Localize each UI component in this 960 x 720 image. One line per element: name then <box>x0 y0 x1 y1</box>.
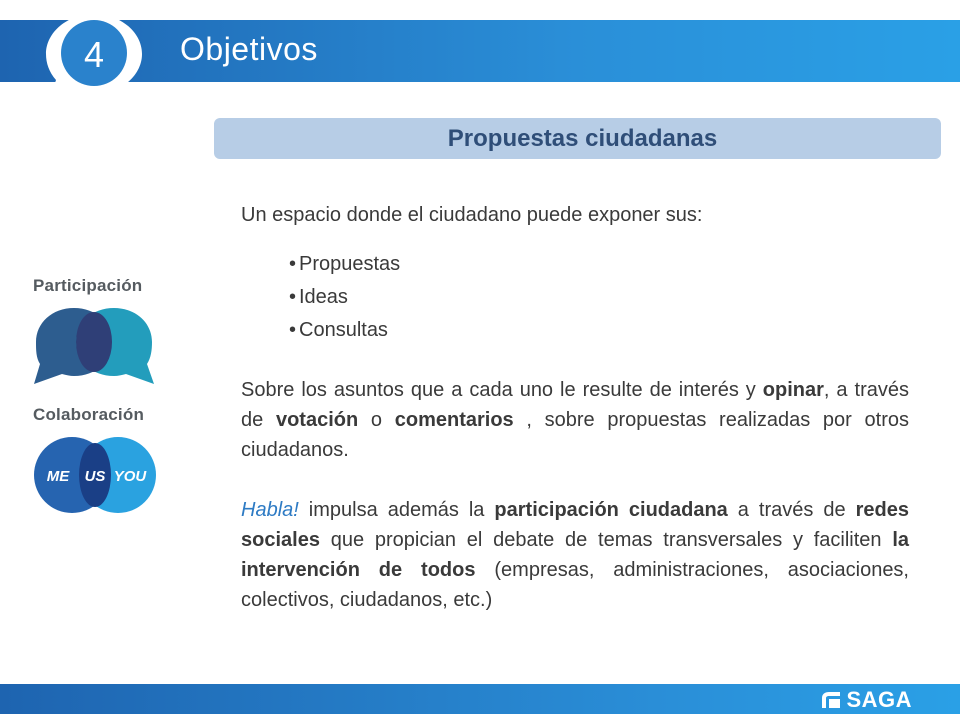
text-run: (empresas, administraciones, asociaciones, colectivos, ciudadanos, etc.) <box>241 559 909 611</box>
text-run: , a través de <box>241 379 909 431</box>
text-run: Sobre los asuntos que a cada uno le resulte de interés y <box>241 379 763 401</box>
venn-diagram-icon <box>30 429 160 515</box>
badge-number: 4 <box>83 34 105 75</box>
bullet-list <box>241 248 909 347</box>
text-run: que propician el debate de temas transversales y faciliten <box>319 529 893 551</box>
list-item: • Propuestas <box>289 248 909 281</box>
section-title: Propuestas ciudadanas <box>447 124 718 152</box>
colaboracion-block <box>30 405 160 520</box>
text-run: a través de <box>727 499 856 521</box>
section-number-badge <box>40 10 148 102</box>
list-item: • Consultas <box>289 314 909 347</box>
paragraph-opinion <box>241 375 909 465</box>
participacion-block <box>30 276 160 391</box>
participacion-label: Participación <box>33 276 143 295</box>
text-run: o <box>358 409 395 431</box>
colaboracion-label: Colaboración <box>33 405 145 424</box>
list-item: • Ideas <box>289 281 909 314</box>
saga-logo-text: SAGA <box>846 687 912 712</box>
bold-participacion: participación ciudadana <box>494 499 728 521</box>
bold-redes: redes sociales <box>241 499 909 551</box>
text-run: impulsa además la <box>298 499 495 521</box>
venn-label-me: ME <box>46 468 70 485</box>
text-run: , sobre propuestas realizadas por otros ciudadanos. <box>241 409 909 461</box>
saga-logo-icon <box>820 690 842 710</box>
speech-bubbles-icon <box>30 300 160 386</box>
brand-habla: Habla! <box>241 499 299 521</box>
bold-intervencion: la intervención de todos <box>241 529 909 581</box>
venn-label-you: YOU <box>113 468 147 485</box>
paragraph-habla <box>241 495 909 615</box>
intro-text: Un espacio donde el ciudadano puede exponer sus: <box>241 204 703 226</box>
venn-label-us: US <box>84 468 106 485</box>
bold-opinar: opinar <box>762 379 824 401</box>
bold-comentarios: comentarios <box>394 409 514 431</box>
section-header <box>214 118 941 159</box>
saga-logo <box>820 687 912 713</box>
page-title: Objetivos <box>180 31 318 67</box>
bold-votacion: votación <box>275 409 359 431</box>
footer-band <box>0 684 960 714</box>
main-content <box>241 200 909 615</box>
